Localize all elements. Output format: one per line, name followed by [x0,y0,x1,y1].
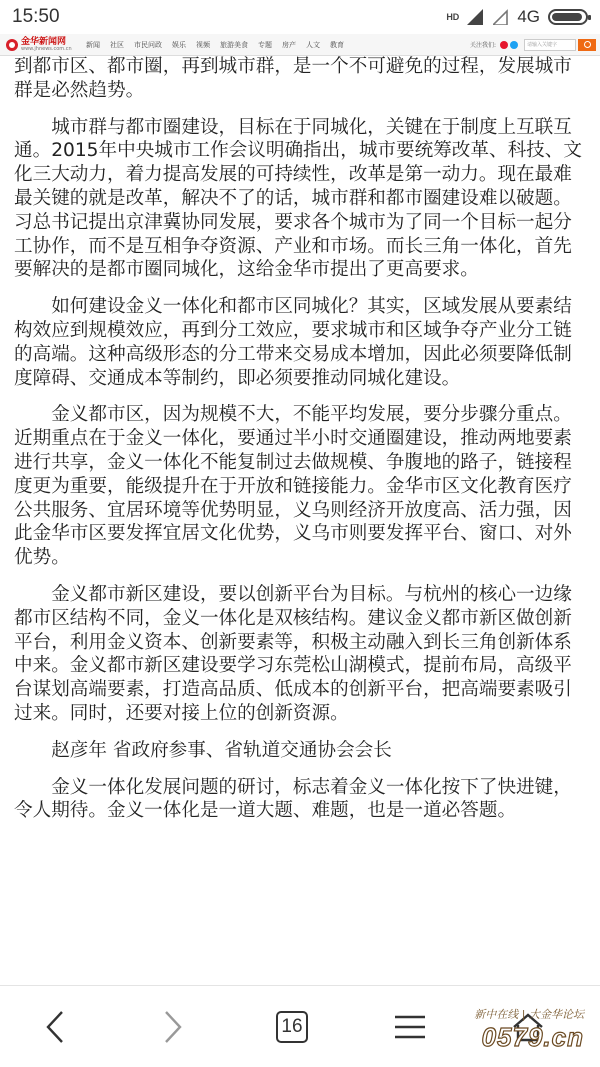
chevron-right-icon [162,1010,184,1044]
forward-button[interactable] [133,986,213,1067]
menu-button[interactable] [370,986,450,1067]
site-nav [86,40,344,50]
nav-item[interactable]: 市民问政 [134,40,162,49]
author-line: 赵彦年 省政府参事、省轨道交通协会会长 [51,739,392,761]
nav-item[interactable]: 视频 [196,40,210,49]
signal-secondary-icon [493,9,509,25]
nav-item[interactable]: 教育 [330,40,344,49]
weibo-icon[interactable] [500,41,508,49]
nav-item[interactable]: 新闻 [86,40,100,49]
battery-level [552,13,582,21]
browser-toolbar [0,985,600,1067]
site-header [0,34,600,56]
status-bar [0,0,600,34]
nav-item[interactable]: 社区 [110,40,124,49]
social-links [500,41,518,49]
article-paragraph: 如何建设金义一体化和都市区同城化？其实，区域发展从要素结构效应到规模效应，再到分工效应，要求城市和区域争夺产业分工链的高端。这种高级形态的分工带来交易成本增加，因此必须要降低制度障碍、交通成本等制约，即必须要推动同城化建设。 [14,296,572,389]
signal-icon [467,9,485,25]
logo-url: www.jhnews.com.cn [21,45,72,52]
watermark-subtitle: 新中在线 | 大金华论坛 [474,1008,584,1021]
status-time: 15:50 [12,6,60,27]
logo-text: 金华新闻网 [21,36,67,47]
status-icons [446,7,588,27]
hamburger-icon [393,1014,427,1040]
follow-label: 关注我们: [469,42,496,49]
network-type: 4G [517,7,540,26]
article-paragraph: 城市群与都市圈建设，目标在于同城化，关键在于制度上互联互通。2015年中央城市工作会议明确指出，城市要统筹改革、科技、文化三大动力，着力提高发展的可持续性，改革是第一动力。现在最难最关键的就是改革，解决不了的话，城市群和都市圈建设难以破题。习总书记提出京津冀协同发展，要求各个城市为了同一个目标一起分工协作，而不是互相争夺资源、产业和市场。而长三角一体化，首先要解决的是都市圈同城化，这给金华市提出了更高要求。 [14,116,582,281]
nav-item[interactable]: 娱乐 [172,40,186,49]
back-button[interactable] [15,986,95,1067]
nav-item[interactable]: 房产 [282,40,296,49]
hd-label: HD [446,11,460,22]
tabs-button[interactable] [252,986,332,1067]
nav-item[interactable]: 人文 [306,40,320,49]
tab-count: 16 [276,1011,308,1043]
article-paragraph: 到都市区、都市圈，再到城市群，是一个不可避免的过程，发展城市群是必然趋势。 [14,56,572,101]
article-paragraph: 金义都市新区建设，要以创新平台为目标。与杭州的核心一边缘都市区结构不同，金义一体化是双核结构。建议金义都市新区做创新平台，利用金义资本、创新要素等，积极主动融入到长三角创新体系中来。金义都市新区建设要学习东莞松山湖模式，提前布局，高级平台谋划高端要素，打造高品质、低成本的创新平台，把高端要素吸引过来。同时，还要对接上位的创新资源。 [14,583,572,724]
battery-icon [548,9,588,25]
article-body [0,56,600,985]
tencent-weibo-icon[interactable] [510,41,518,49]
article-paragraph: 金义都市区，因为规模不大，不能平均发展，要分步骤分重点。近期重点在于金义一体化，要通过半小时交通圈建设，推动两地要素进行共享，金义一体化不能复制过去做规模、争腹地的路子，链接程度更为重要，能级提升在于开放和链接能力。金华市区文化教育医疗公共服务、宜居环境等优势明显，义乌则经济开放度高、活力强，因此金华市区要发挥宜居文化优势，义乌市则要发挥平台、窗口、对外优势。 [14,404,572,569]
article-paragraph: 金义一体化发展问题的研讨，标志着金义一体化按下了快进键，令人期待。金义一体化是一道大题、难题，也是一道必答题。 [14,776,572,822]
site-watermark [474,1006,584,1053]
nav-item[interactable]: 旅游美食 [220,40,248,49]
chevron-left-icon [44,1010,66,1044]
logo-mark-icon [6,39,18,51]
site-logo[interactable] [6,38,78,52]
nav-item[interactable]: 专题 [258,40,272,49]
search-button[interactable] [578,39,596,51]
watermark-logo: 0579.cn [481,1022,584,1052]
search-input[interactable]: 请输入关键字 [524,39,576,51]
